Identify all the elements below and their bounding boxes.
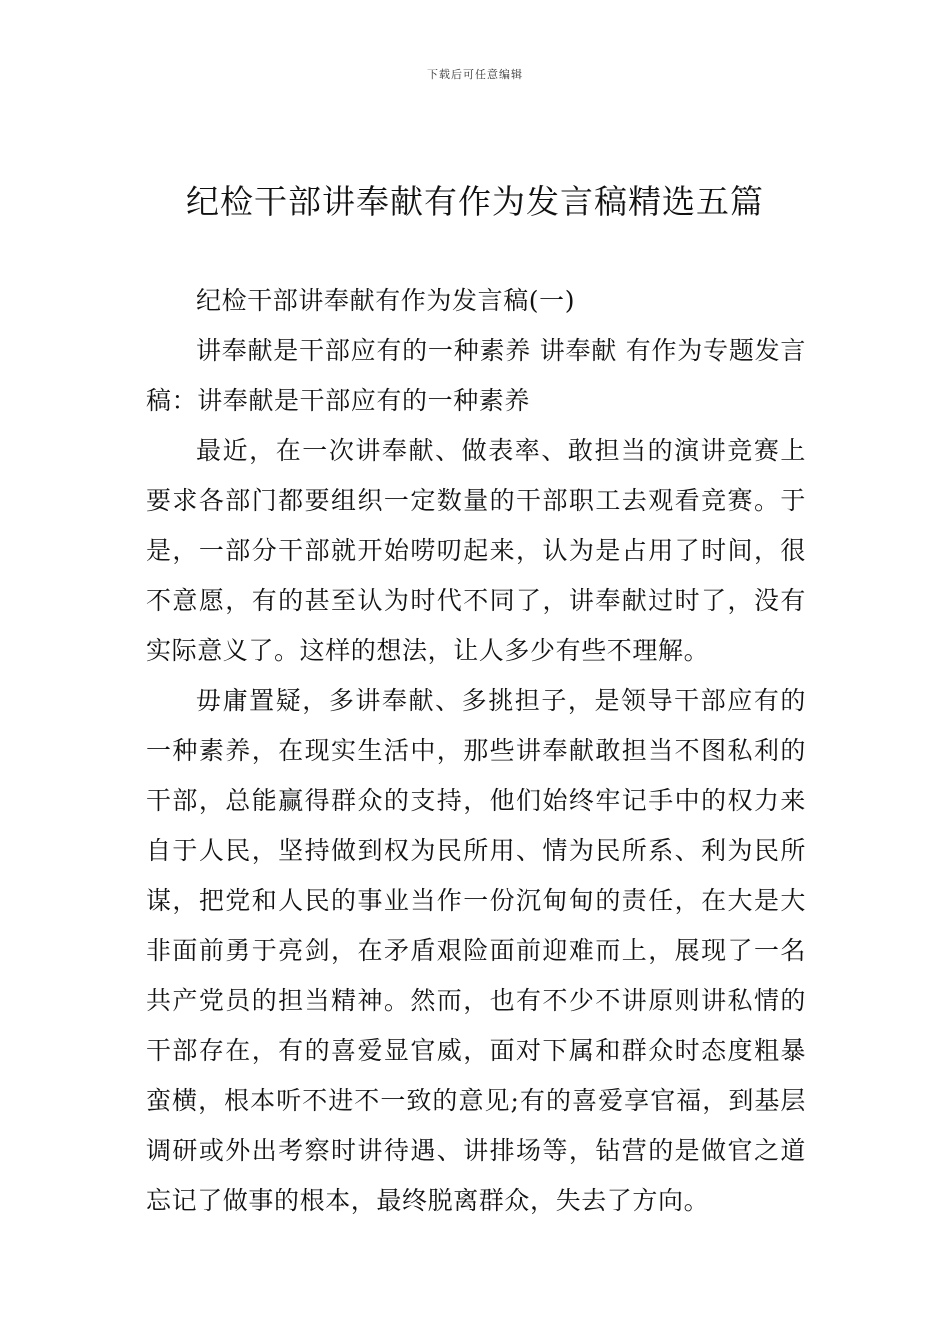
- header-note: 下载后可任意编辑: [427, 68, 523, 81]
- paragraph: 最近，在一次讲奉献、做表率、敢担当的演讲竞赛上要求各部门都要组织一定数量的干部职工去观看竞赛。于是，一部分干部就开始唠叨起来，认为是占用了时间，很不意愿，有的甚至认为时代不同了，讲奉献过时了，没有实际意义了。这样的想法，让人多少有些不理解。: [146, 436, 806, 665]
- document-body: [146, 276, 806, 1226]
- paragraph: 毋庸置疑，多讲奉献、多挑担子，是领导干部应有的一种素养，在现实生活中，那些讲奉献敢担当不图私利的干部，总能赢得群众的支持，他们始终牢记手中的权力来自于人民，坚持做到权为民所用、情为民所系、利为民所谋，把党和人民的事业当作一份沉甸甸的责任，在大是大非面前勇于亮剑，在矛盾艰险面前迎难而上，展现了一名共产党员的担当精神。然而，也有不少不讲原则讲私情的干部存在，有的喜爱显官威，面对下属和群众时态度粗暴蛮横，根本听不进不一致的意见;有的喜爱享官福，到基层调研或外出考察时讲待遇、讲排场等，钻营的是做官之道忘记了做事的根本，最终脱离群众，失去了方向。: [146, 686, 806, 1215]
- paragraph-subtitle: 讲奉献是干部应有的一种素养 讲奉献 有作为专题发言稿：讲奉献是干部应有的一种素养: [146, 336, 806, 415]
- document-title: 纪检干部讲奉献有作为发言稿精选五篇: [186, 182, 764, 221]
- section-heading: 纪检干部讲奉献有作为发言稿(一): [196, 286, 576, 315]
